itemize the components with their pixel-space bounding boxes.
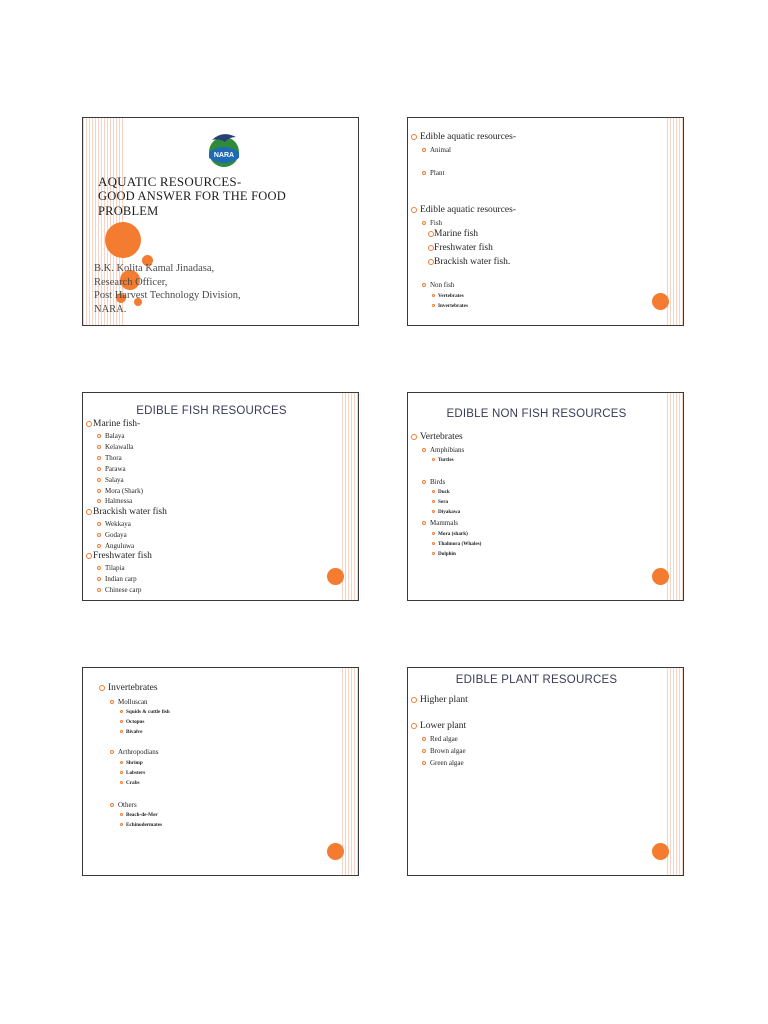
list-item: Molluscan	[110, 698, 148, 706]
bullet-icon	[110, 750, 114, 754]
list-item: Amphibians	[422, 446, 464, 454]
bullet-icon	[120, 720, 123, 723]
bullet-icon	[97, 467, 101, 471]
slide-title: EDIBLE PLANT RESOURCES	[455, 674, 618, 686]
bullet-icon	[411, 723, 417, 729]
list-item: Others	[110, 801, 137, 809]
slide-title: EDIBLE FISH RESOURCES	[136, 405, 287, 417]
list-item: Halmessa	[97, 497, 132, 505]
list-item: Parawa	[97, 465, 126, 473]
author-block	[94, 262, 241, 316]
bullet-icon	[422, 148, 426, 152]
nara-logo	[203, 128, 245, 168]
bullet-icon	[97, 588, 101, 592]
list-item: Balaya	[97, 432, 124, 440]
bullet-icon	[97, 434, 101, 438]
bullet-icon	[422, 448, 426, 452]
bullet-icon	[422, 761, 426, 765]
list-item: Higher plant	[411, 695, 468, 705]
title-line-2: GOOD ANSWER FOR THE FOOD	[98, 189, 286, 203]
slide-edible-non-fish	[407, 392, 684, 601]
bullet-icon	[432, 552, 435, 555]
list-item: Invertebrates	[99, 683, 158, 693]
list-item: Dolphin	[432, 551, 456, 557]
list-item: Salaya	[97, 476, 124, 484]
list-item: Red algae	[422, 735, 458, 743]
bullet-icon	[97, 522, 101, 526]
list-item: Thalmora (Whales)	[432, 541, 481, 547]
list-item: Lower plant	[411, 721, 466, 731]
decorative-stripes	[342, 393, 358, 600]
list-item: Chinese carp	[97, 586, 141, 594]
list-item: Freshwater fish	[428, 243, 493, 253]
bullet-icon	[97, 566, 101, 570]
slide-invertebrates	[82, 667, 359, 876]
list-item: Mammals	[422, 519, 458, 527]
bullet-icon	[110, 700, 114, 704]
bullet-icon	[120, 771, 123, 774]
list-item: Arthropodians	[110, 748, 158, 756]
list-item: Thora	[97, 454, 122, 462]
list-item: Indian carp	[97, 575, 137, 583]
title-line-1: AQUATIC RESOURCES-	[98, 174, 242, 189]
bullet-icon	[120, 730, 123, 733]
bullet-icon	[422, 749, 426, 753]
decorative-stripes	[667, 393, 683, 600]
bullet-icon	[432, 304, 435, 307]
list-item: Mora (shark)	[432, 531, 468, 537]
bullet-icon	[86, 421, 92, 427]
list-item: Brown algae	[422, 747, 466, 755]
logo-text: NARA	[213, 152, 235, 159]
slide-title: EDIBLE NON FISH RESOURCES	[446, 408, 627, 420]
decorative-circle-large	[105, 222, 141, 258]
bullet-icon	[411, 697, 417, 703]
decorative-dot	[652, 843, 669, 860]
decorative-stripes	[667, 118, 683, 325]
title-line-3: PROBLEM	[98, 204, 159, 218]
list-item: Squids & cuttle fish	[120, 709, 170, 715]
list-item: Turtles	[432, 457, 454, 463]
list-item: Shrimp	[120, 760, 143, 766]
list-item: Echinodermates	[120, 822, 162, 828]
bullet-icon	[97, 445, 101, 449]
bullet-icon	[432, 542, 435, 545]
list-item: Marine fish-	[86, 419, 140, 429]
list-item: Animal	[422, 146, 451, 154]
bullet-icon	[432, 500, 435, 503]
decorative-stripes	[667, 668, 683, 875]
list-item: Diyakawa	[432, 509, 460, 515]
list-item: Duck	[432, 489, 450, 495]
list-item: Non fish	[422, 281, 454, 289]
bullet-icon	[432, 532, 435, 535]
list-item: Edible aquatic resources-	[411, 205, 516, 215]
list-item: Lobsters	[120, 770, 145, 776]
bullet-icon	[110, 803, 114, 807]
list-item: Godaya	[97, 531, 127, 539]
slide-edible-fish	[82, 392, 359, 601]
decorative-dot	[652, 568, 669, 585]
bullet-icon	[411, 434, 417, 440]
decorative-dot	[327, 843, 344, 860]
bullet-icon	[97, 499, 101, 503]
list-item: Anguluwa	[97, 542, 134, 550]
bullet-icon	[422, 283, 426, 287]
bullet-icon	[120, 781, 123, 784]
list-item: Marine fish	[428, 229, 478, 239]
bullet-icon	[411, 134, 417, 140]
slide-title	[82, 117, 359, 326]
bullet-icon	[432, 294, 435, 297]
list-item: Crabs	[120, 780, 140, 786]
bullet-icon	[432, 490, 435, 493]
list-item: Mora (Shark)	[97, 487, 143, 495]
author-role: Research Officer,	[94, 276, 168, 288]
list-item: Fish	[422, 219, 442, 227]
bullet-icon	[86, 553, 92, 559]
list-item: Bivalve	[120, 729, 142, 735]
list-item: Kelawalla	[97, 443, 133, 451]
list-item: Plant	[422, 169, 444, 177]
list-item: Edible aquatic resources-	[411, 132, 516, 142]
bullet-icon	[120, 823, 123, 826]
bullet-icon	[422, 221, 426, 225]
list-item: Brackish water fish.	[428, 257, 510, 267]
decorative-dot	[327, 568, 344, 585]
bullet-icon	[432, 510, 435, 513]
bullet-icon	[422, 480, 426, 484]
decorative-dot	[652, 293, 669, 310]
bullet-icon	[97, 544, 101, 548]
list-item: Beach-de-Mer	[120, 812, 158, 818]
list-item: Vertebrates	[411, 432, 463, 442]
bullet-icon	[86, 509, 92, 515]
decorative-stripes	[342, 668, 358, 875]
list-item: Invertebrates	[432, 303, 468, 309]
list-item: Green algae	[422, 759, 464, 767]
list-item: Freshwater fish	[86, 551, 152, 561]
bullet-icon	[411, 207, 417, 213]
slide1-title	[98, 174, 286, 219]
bullet-icon	[422, 521, 426, 525]
list-item: Brackish water fish	[86, 507, 167, 517]
bullet-icon	[97, 533, 101, 537]
slide-edible-plant	[407, 667, 684, 876]
list-item: Octopus	[120, 719, 144, 725]
bullet-icon	[422, 171, 426, 175]
slide-edible-aquatic	[407, 117, 684, 326]
bullet-icon	[120, 813, 123, 816]
bullet-icon	[422, 737, 426, 741]
bullet-icon	[97, 489, 101, 493]
list-item: Sera	[432, 499, 448, 505]
bullet-icon	[120, 710, 123, 713]
bullet-icon	[120, 761, 123, 764]
list-item: Birds	[422, 478, 445, 486]
author-org: NARA.	[94, 303, 127, 315]
author-name: B.K. Kolita Kamal Jinadasa,	[94, 263, 215, 274]
bullet-icon	[99, 685, 105, 691]
list-item: Tilapia	[97, 564, 125, 572]
list-item: Vertebrates	[432, 293, 464, 299]
bullet-icon	[432, 458, 435, 461]
bullet-icon	[97, 478, 101, 482]
author-division: Post Harvest Technology Division,	[94, 290, 241, 301]
bullet-icon	[97, 456, 101, 460]
bullet-icon	[97, 577, 101, 581]
list-item: Wekkaya	[97, 520, 131, 528]
